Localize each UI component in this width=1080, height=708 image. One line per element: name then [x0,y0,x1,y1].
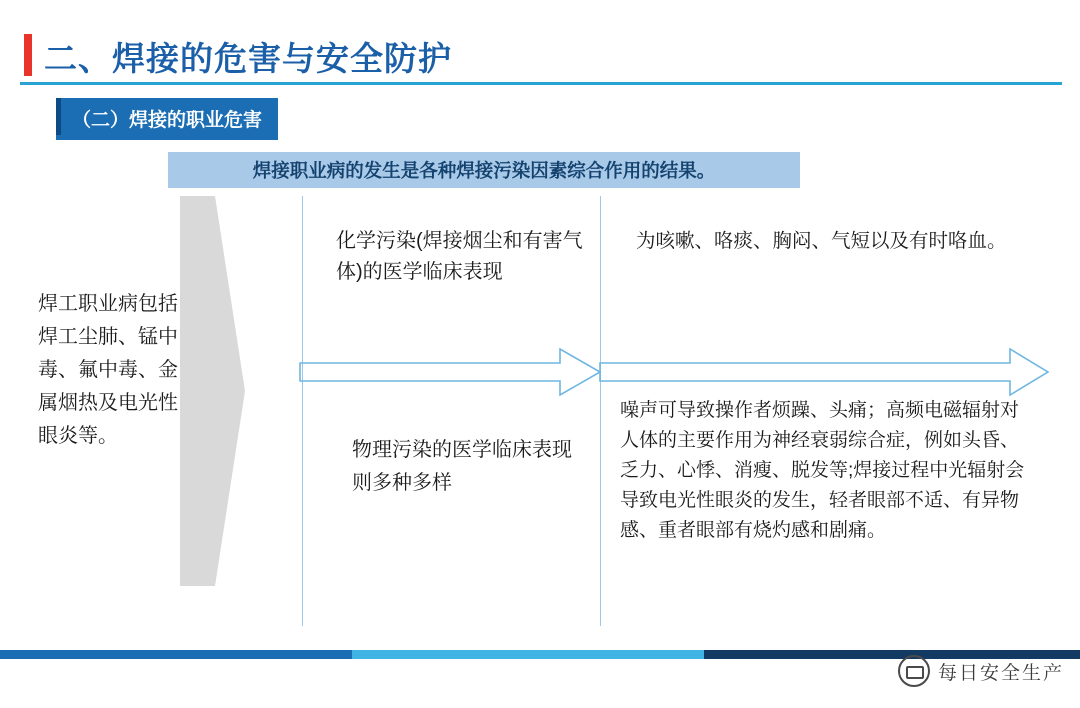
left-summary-text: 焊工职业病包括焊工尘肺、锰中毒、氟中毒、金属烟热及电光性眼炎等。 [38,293,178,447]
chemical-cause-text: 化学污染(焊接烟尘和有害气体)的医学临床表现 [336,230,583,283]
footer-watermark [898,655,1064,687]
summary-banner [168,152,800,188]
summary-banner-text: 焊接职业病的发生是各种焊接污染因素综合作用的结果。 [252,160,716,181]
grey-chevron-shape [180,196,245,586]
physical-result-text: 噪声可导致操作者烦躁、头痛；高频电磁辐射对人体的主要作用为神经衰弱综合症，例如头昏、乏力、心悸、消瘦、脱发等;焊接过程中光辐射会导致电光性眼炎的发生，轻者眼部不适、有异物感、重者眼部有烧灼感和剧痛。 [620,400,1025,541]
footer-watermark-text: 每日安全生产 [937,662,1064,684]
subheading-accent [56,98,61,135]
wechat-logo-icon [898,655,930,687]
physical-cause-text: 物理污染的医学临床表现则多种多样 [352,439,572,494]
page-title: 二、焊接的危害与安全防护 [44,40,452,77]
chemical-result-text: 为咳嗽、咯痰、胸闷、气短以及有时咯血。 [636,230,1007,252]
section-subheading: （二）焊接的职业危害 [56,98,278,140]
title-accent-bar [24,34,32,76]
column-divider-2 [600,196,601,626]
footer-bar-left [0,650,352,659]
title-underline [20,82,1062,85]
footer-bar-middle [352,650,704,659]
flow-arrows [298,345,1050,400]
column-divider-1 [302,196,303,626]
